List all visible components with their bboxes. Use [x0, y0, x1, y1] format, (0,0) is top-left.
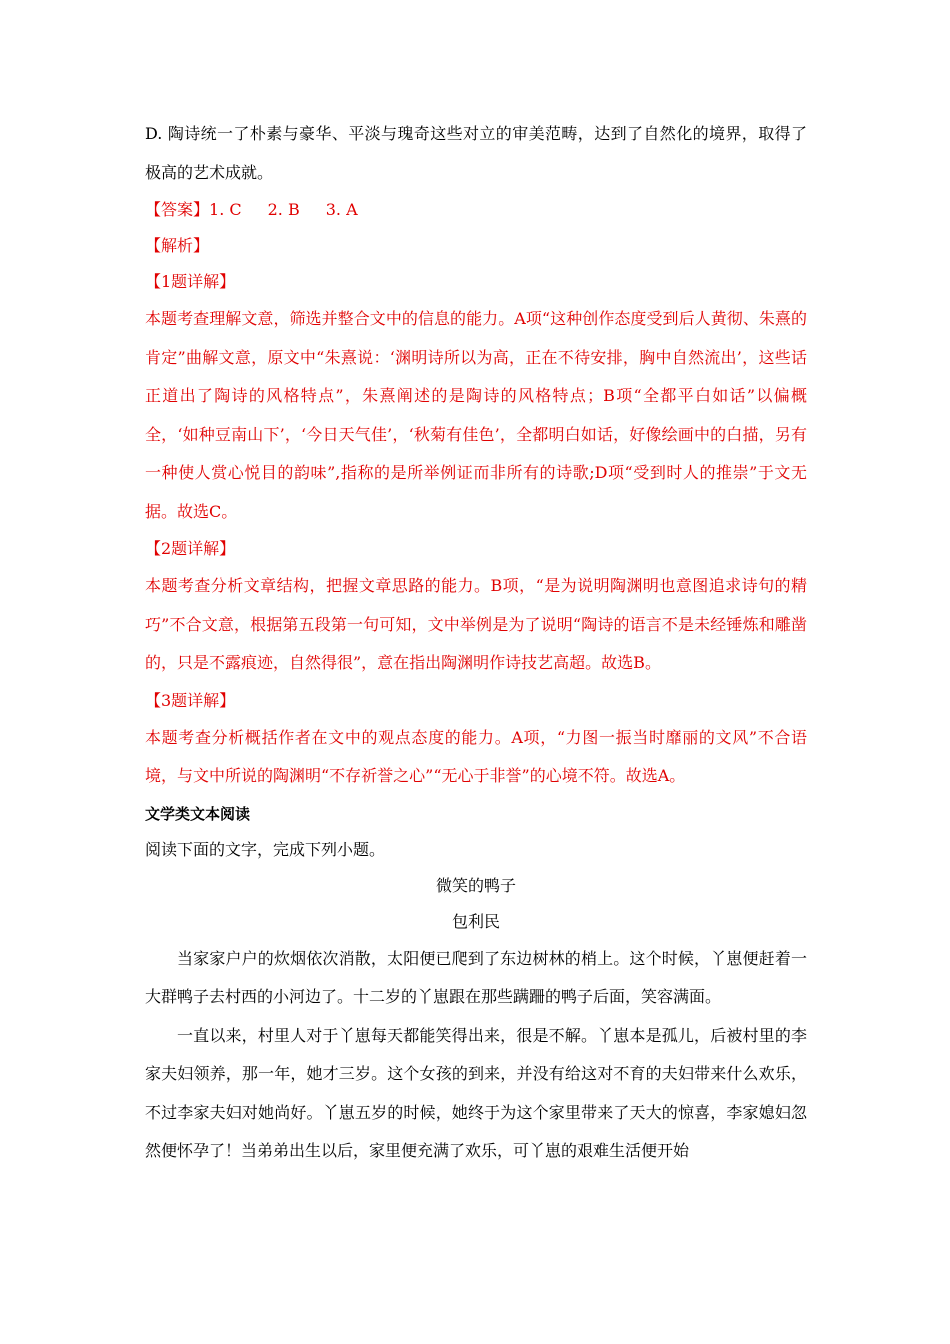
document-page	[145, 115, 807, 1171]
story-paragraph: 一直以来，村里人对于丫崽每天都能笑得出来，很是不解。丫崽本是孤儿，后被村里的李家夫妇领养，那一年，她才三岁。这个女孩的到来，并没有给这对不育的夫妇带来什么欢乐，不过李家夫妇对她尚好。丫崽五岁的时候，她终于为这个家里带来了天大的惊喜，李家媳妇忽然便怀孕了！当弟弟出生以后，家里便充满了欢乐，可丫崽的艰难生活便开始	[145, 1025, 807, 1160]
answer-item: 3. A	[325, 200, 358, 219]
answer-label: 【答案】	[145, 200, 210, 219]
reading-instruction: 阅读下面的文字，完成下列小题。	[145, 839, 386, 859]
story-author: 包利民	[451, 911, 500, 931]
q2-explanation: 本题考查分析文章结构，把握文章思路的能力。B项，“是为说明陶渊明也意图追求诗句的精巧”不合文意，根据第五段第一句可知，文中举例是为了说明“陶诗的语言不是未经锤炼和雕凿的，只是不露痕迹，自然得很”，意在指出陶渊明作诗技艺高超。故选B。	[145, 576, 807, 672]
answer-item: 1. C	[209, 200, 242, 219]
option-d-text: D. 陶诗统一了朴素与豪华、平淡与瑰奇这些对立的审美范畴，达到了自然化的境界，取得了极高的艺术成就。	[145, 124, 807, 182]
story-paragraph: 当家家户户的炊烟依次消散，太阳便已爬到了东边树林的梢上。这个时候，丫崽便赶着一大群鸭子去村西的小河边了。十二岁的丫崽跟在那些蹒跚的鸭子后面，笑容满面。	[145, 948, 807, 1006]
q3-label: 【3题详解】	[145, 690, 236, 710]
answer-item: 2. B	[267, 200, 300, 219]
q1-label: 【1题详解】	[145, 272, 236, 291]
answer-line	[145, 192, 807, 228]
q1-explanation: 本题考查理解文意，筛选并整合文中的信息的能力。A项“这种创作态度受到后人黄彻、朱熹的肯定”曲解文意，原文中“朱熹说：‘渊明诗所以为高，正在不待安排，胸中自然流出’，这些话正道出了陶诗的风格特点”，朱熹阐述的是陶诗的风格特点；B项“全都平白如话”以偏概全，‘如种豆南山下’，‘今日天气佳’，‘秋菊有佳色’，全都明白如话，好像绘画中的白描，另有一种使人赏心悦目的韵味”,指称的是所举例证而非所有的诗歌;D项“受到时人的推崇”于文无据。故选C。	[145, 309, 807, 521]
q3-explanation: 本题考查分析概括作者在文中的观点态度的能力。A项，“力图一振当时靡丽的文风”不合语境，与文中所说的陶渊明“不存祈誉之心”“无心于非誉”的心境不符。故选A。	[145, 727, 807, 785]
analysis-label: 【解析】	[145, 236, 210, 255]
section-heading: 文学类文本阅读	[145, 804, 251, 823]
story-title: 微笑的鸭子	[435, 875, 516, 895]
q2-label: 【2题详解】	[145, 539, 236, 558]
